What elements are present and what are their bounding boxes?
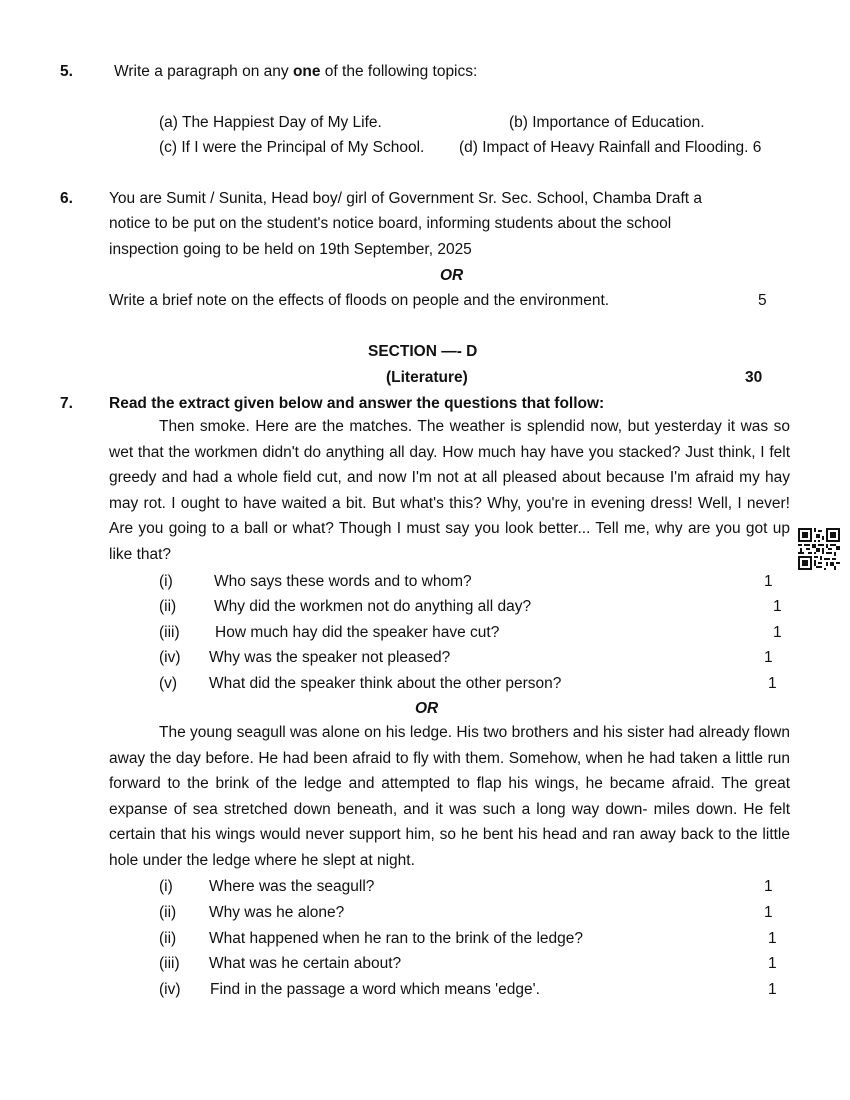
s2-marks: 1 [764,904,773,921]
q3-num: (iii) [159,624,180,641]
q4-text: Why was the speaker not pleased? [209,649,451,666]
section-subtitle: (Literature) [386,369,468,386]
s5-num: (iv) [159,981,181,998]
section-marks: 30 [745,369,763,386]
q1-num: (i) [159,573,173,590]
q5-option-a: (a) The Happiest Day of My Life. [159,114,382,131]
q5-marks: 1 [768,675,777,692]
extract-2: The young seagull was alone on his ledge. His two brothers and his sister had already flown away the day before. He had been afraid to fly with them. Somehow, when he had taken a little run forward to the brink of the ledge and attempted to flap his wings, he became afraid. The great expanse of sea stretched down beneath, and it was such a long way down- miles down. He felt certain that his wings would never support him, so he bent his head and ran away back to the little hole under the ledge where he slept at night. [109,724,790,869]
q3-marks: 1 [773,624,782,641]
q5-option-b: (b) Importance of Education. [509,114,705,131]
q4-marks: 1 [764,649,773,666]
q7-heading: Read the extract given below and answer the questions that follow: [109,395,605,412]
q5-option-d: (d) Impact of Heavy Rainfall and Flooding. 6 [459,139,762,156]
s3-marks: 1 [768,930,777,947]
q4-num: (iv) [159,649,181,666]
q6-number: 6. [60,190,73,207]
s2-text: Why was he alone? [209,904,345,921]
q2-text: Why did the workmen not do anything all day? [214,598,532,615]
q2-num: (ii) [159,598,177,615]
q1-marks: 1 [764,573,773,590]
q6-line-1: You are Sumit / Sunita, Head boy/ girl of Government Sr. Sec. School, Chamba Draft a [109,190,703,207]
s3-text: What happened when he ran to the brink of the ledge? [209,930,583,947]
q6-alt: Write a brief note on the effects of floods on people and the environment. [109,292,610,309]
extract-1: Then smoke. Here are the matches. The weather is splendid now, but yesterday it was so wet that the workmen didn't do anything all day. How much hay have you stacked? Just think, I felt greedy and had a whole field cut, and now I'm not at all pleased about because I'm afraid my hay may rot. I ought to have waited a bit. But what's this? Why, you're in evening dress! Well, I never! Are you going to a ball or what? Though I must say you look better... Tell me, why are you got up like that? [109,418,790,563]
s1-num: (i) [159,878,173,895]
q5-num: (v) [159,675,178,692]
s3-num: (ii) [159,930,177,947]
q7-or: OR [415,700,439,717]
s5-text: Find in the passage a word which means 'edge'. [210,981,540,998]
q5-option-c: (c) If I were the Principal of My School. [159,139,425,156]
q2-marks: 1 [773,598,782,615]
s4-text: What was he certain about? [209,955,402,972]
q6-or: OR [440,267,464,284]
q7-number: 7. [60,395,73,412]
q5-prompt [114,62,477,82]
q5-prompt-post: of the following topics: [320,63,478,80]
s2-num: (ii) [159,904,177,921]
s1-text: Where was the seagull? [209,878,375,895]
section-title: SECTION —- D [368,343,478,360]
q6-line-3: inspection going to be held on 19th September, 2025 [109,241,472,258]
q6-line-2: notice to be put on the student's notice board, informing students about the school [109,215,672,232]
q5-text: What did the speaker think about the other person? [209,675,562,692]
q1-text: Who says these words and to whom? [214,573,472,590]
q5-number: 5. [60,63,73,80]
q5-prompt-bold: one [292,63,321,80]
q5-prompt-pre: Write a paragraph on any [114,63,293,80]
q3-text: How much hay did the speaker have cut? [215,624,500,641]
s4-num: (iii) [159,955,180,972]
s4-marks: 1 [768,955,777,972]
q6-marks: 5 [758,292,767,309]
s1-marks: 1 [764,878,773,895]
s5-marks: 1 [768,981,777,998]
qr-code-icon [798,528,840,570]
